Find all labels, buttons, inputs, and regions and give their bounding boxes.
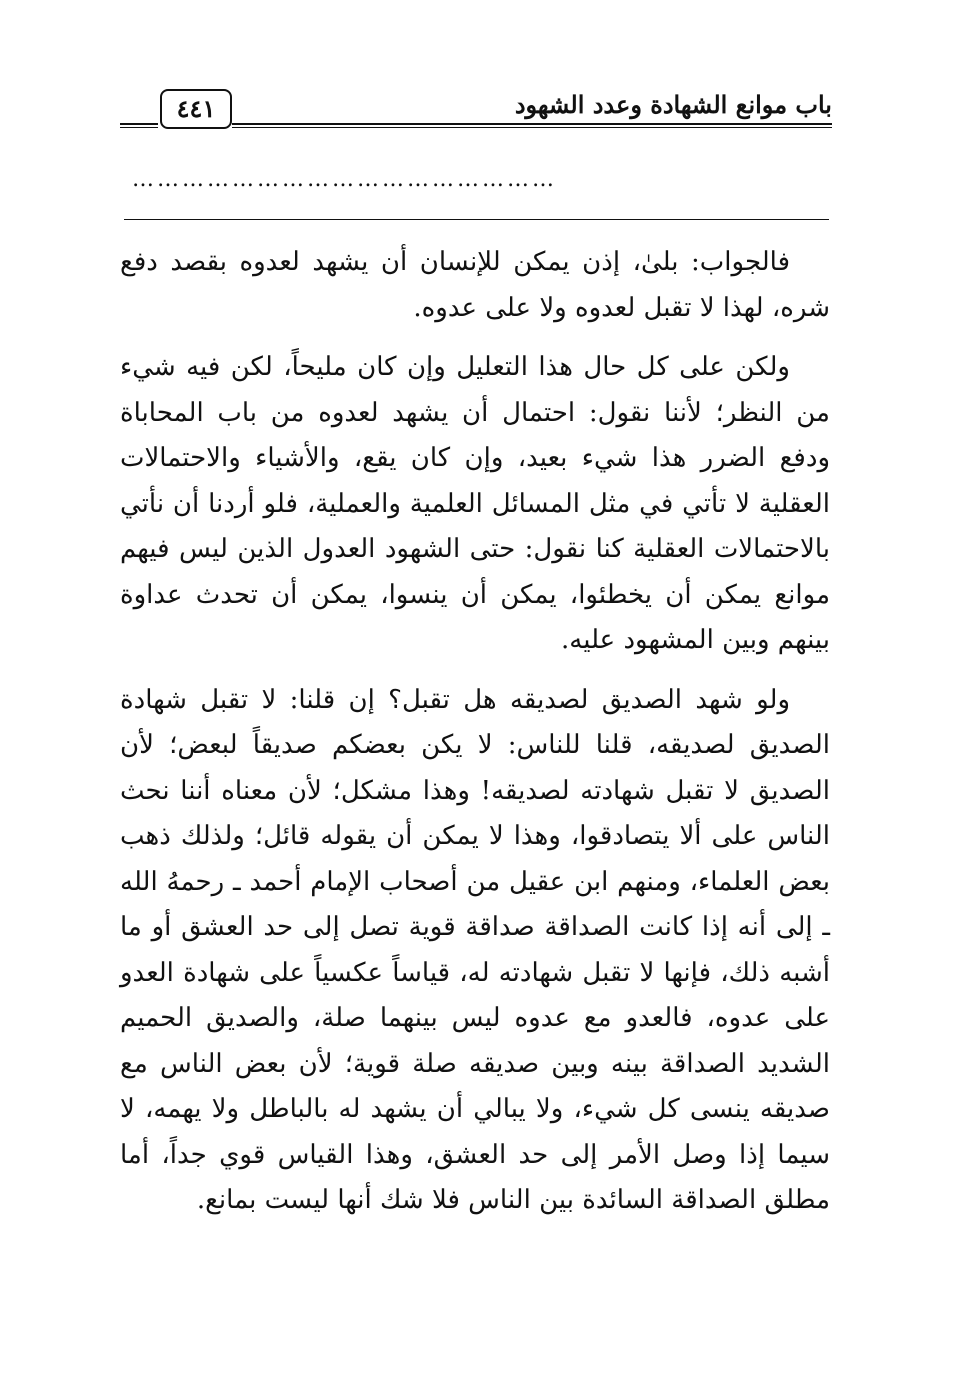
separator-rule	[124, 219, 829, 220]
header-rule-right	[232, 123, 832, 128]
body-text	[120, 240, 830, 1238]
paragraph-2: ولكن على كل حال هذا التعليل وإن كان مليحاً، لكن فيه شيء من النظر؛ لأننا نقول: احتمال أن يشهد لعدوه من باب المحاباة ودفع الضرر هذا شيء بعيد، وإن كان يقع، والأشياء والاحتمالات العقلية لا تأتي في مثل المسائل العلمية والعملية، فلو أردنا أن نأتي بالاحتمالات العقلية كنا نقول: حتى الشهود العدول الذين ليس فيهم موانع يمكن أن يخطئوا، يمكن أن ينسوا، يمكن أن تحدث عداوة بينهم وبين المشهود عليه.	[120, 352, 830, 655]
chapter-title: باب موانع الشهادة وعدد الشهود	[514, 90, 832, 119]
paragraph-1: فالجواب: بلىٰ، إذن يمكن للإنسان أن يشهد لعدوه بقصد دفع شره، لهذا لا تقبل لعدوه ولا على عدوه.	[120, 247, 830, 323]
page-header	[120, 84, 832, 134]
header-rule-left	[120, 123, 158, 128]
paragraph-3: ولو شهد الصديق لصديقه هل تقبل؟ إن قلنا: لا تقبل شهادة الصديق لصديقه، قلنا للناس: لا يكن بعضكم صديقاً لبعض؛ لأن الصديق لا تقبل شهادته لصديقه! وهذا مشكل؛ لأن معناه أننا نحث الناس على ألا يتصادقوا، وهذا لا يمكن أن يقوله قائل؛ ولذلك ذهب بعض العلماء، ومنهم ابن عقيل من أصحاب الإمام أحمد ـ رحمهُ الله ـ إلى أنه إذا كانت الصداقة صداقة قوية تصل إلى حد العشق أو ما أشبه ذلك، فإنها لا تقبل شهادته له، قياساً عكسياً على شهادة العدو على عدوه، فالعدو مع عدوه ليس بينهما صلة، والصديق الحميم الشديد الصداقة بينه وبين صديقه صلة قوية؛ لأن بعض الناس مع صديقه ينسى كل شيء، ولا يبالي أن يشهد له بالباطل ولا يهمه، لا سيما إذا وصل الأمر إلى حد العشق، وهذا القياس قوي جداً، أما مطلق الصداقة السائدة بين الناس فلا شك أنها ليست بمانع.	[120, 684, 831, 1215]
ellipsis-line: ……………………………………………	[132, 168, 557, 192]
page-number: ٤٤١	[160, 89, 232, 129]
